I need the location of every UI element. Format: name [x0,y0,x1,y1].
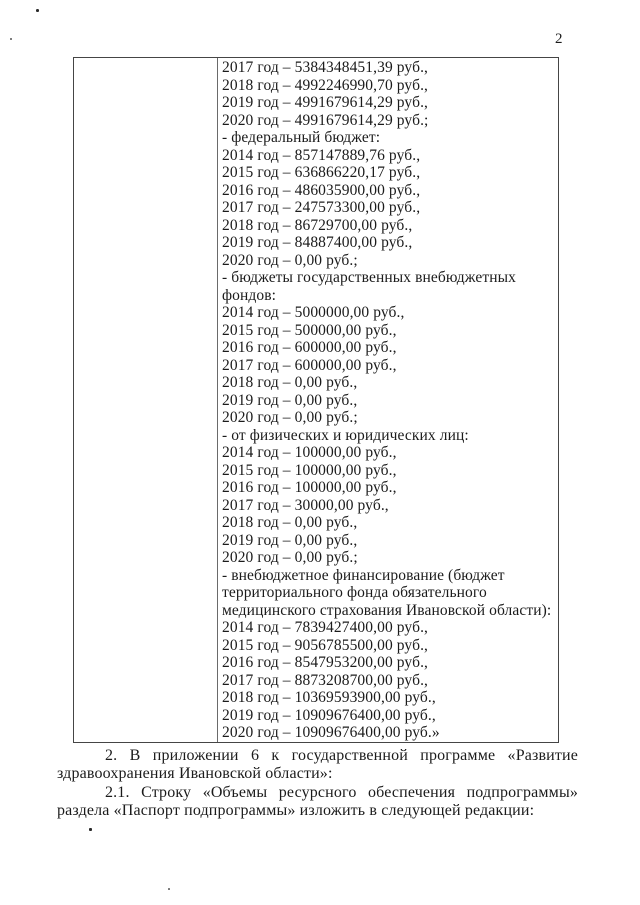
table-cell-lines [218,58,558,742]
budget-line: 2018 год – 10369593900,00 руб., [222,689,436,706]
budget-line: 2020 год – 0,00 руб.; [222,409,358,426]
budget-line: территориального фонда обязательного [222,584,487,601]
budget-line: 2018 год – 0,00 руб., [222,374,358,391]
budget-line: фондов: [222,286,277,304]
budget-line: - внебюджетное финансирование (бюджет [222,566,505,584]
budget-line: 2018 год – 4992246990,70 руб., [222,76,429,94]
budget-line: 2015 год – 100000,00 руб., [222,461,397,479]
budget-line: 2015 год – 500000,00 руб., [222,321,397,339]
budget-line: 2014 год – 857147889,76 руб., [222,146,421,164]
budget-line: 2016 год – 486035900,00 руб., [222,181,421,199]
budget-line: 2019 год – 4991679614,29 руб., [222,94,429,111]
budget-line: 2020 год – 4991679614,29 руб.; [222,111,429,129]
scan-artifact-dot [36,9,39,12]
budget-line: 2014 год – 100000,00 руб., [222,444,397,461]
scan-artifact-dot [10,38,12,40]
budget-line: 2017 год – 5384348451,39 руб., [222,59,429,76]
paragraph-2-1-line-2: раздела «Паспорт подпрограммы» изложить в следующей редакции: [57,802,535,820]
budget-line: 2019 год – 0,00 руб., [222,531,358,549]
budget-line: 2018 год – 86729700,00 руб., [222,216,413,234]
budget-line: 2018 год – 0,00 руб., [222,514,358,531]
budget-line: - федеральный бюджет: [222,129,381,146]
budget-line: 2015 год – 636866220,17 руб., [222,164,421,181]
budget-line: - бюджеты государственных внебюджетных [222,269,516,286]
budget-line: 2017 год – 600000,00 руб., [222,356,397,374]
paragraph-2 [57,747,578,784]
scan-artifact-dot [89,828,92,831]
budget-line: 2020 год – 0,00 руб.; [222,549,358,566]
paragraph-2-1 [57,784,578,821]
budget-line: 2015 год – 9056785500,00 руб., [222,636,429,654]
budget-line: 2014 год – 7839427400,00 руб., [222,619,429,636]
paragraph-2-line-2: здравоохранения Ивановской области»: [57,765,333,783]
budget-line: 2016 год – 600000,00 руб., [222,339,397,356]
budget-line: 2017 год – 8873208700,00 руб., [222,671,429,689]
budget-line: 2019 год – 84887400,00 руб., [222,234,413,251]
budget-line: медицинского страхования Ивановской области): [222,601,552,619]
budget-line: 2017 год – 30000,00 руб., [222,496,389,514]
paragraph-2-line-1: 2. В приложении 6 к государственной программе «Развитие [105,747,578,764]
budget-line: 2020 год – 10909676400,00 руб.» [222,724,440,741]
budget-line: 2020 год – 0,00 руб.; [222,251,358,269]
page-number: 2 [555,31,563,47]
budget-line: 2019 год – 10909676400,00 руб., [222,706,436,724]
body-text [57,747,578,821]
budget-table [73,57,559,743]
scan-artifact-dot [168,888,170,890]
budget-line: 2019 год – 0,00 руб., [222,391,358,409]
budget-line: 2017 год – 247573300,00 руб., [222,199,421,216]
budget-line: 2014 год – 5000000,00 руб., [222,304,405,321]
paragraph-2-1-line-1: 2.1. Строку «Объемы ресурсного обеспечения подпрограммы» [105,783,578,801]
table-cell-left-empty [74,58,218,742]
budget-line: - от физических и юридических лиц: [222,426,469,444]
budget-line: 2016 год – 100000,00 руб., [222,479,397,496]
budget-line: 2016 год – 8547953200,00 руб., [222,654,429,671]
